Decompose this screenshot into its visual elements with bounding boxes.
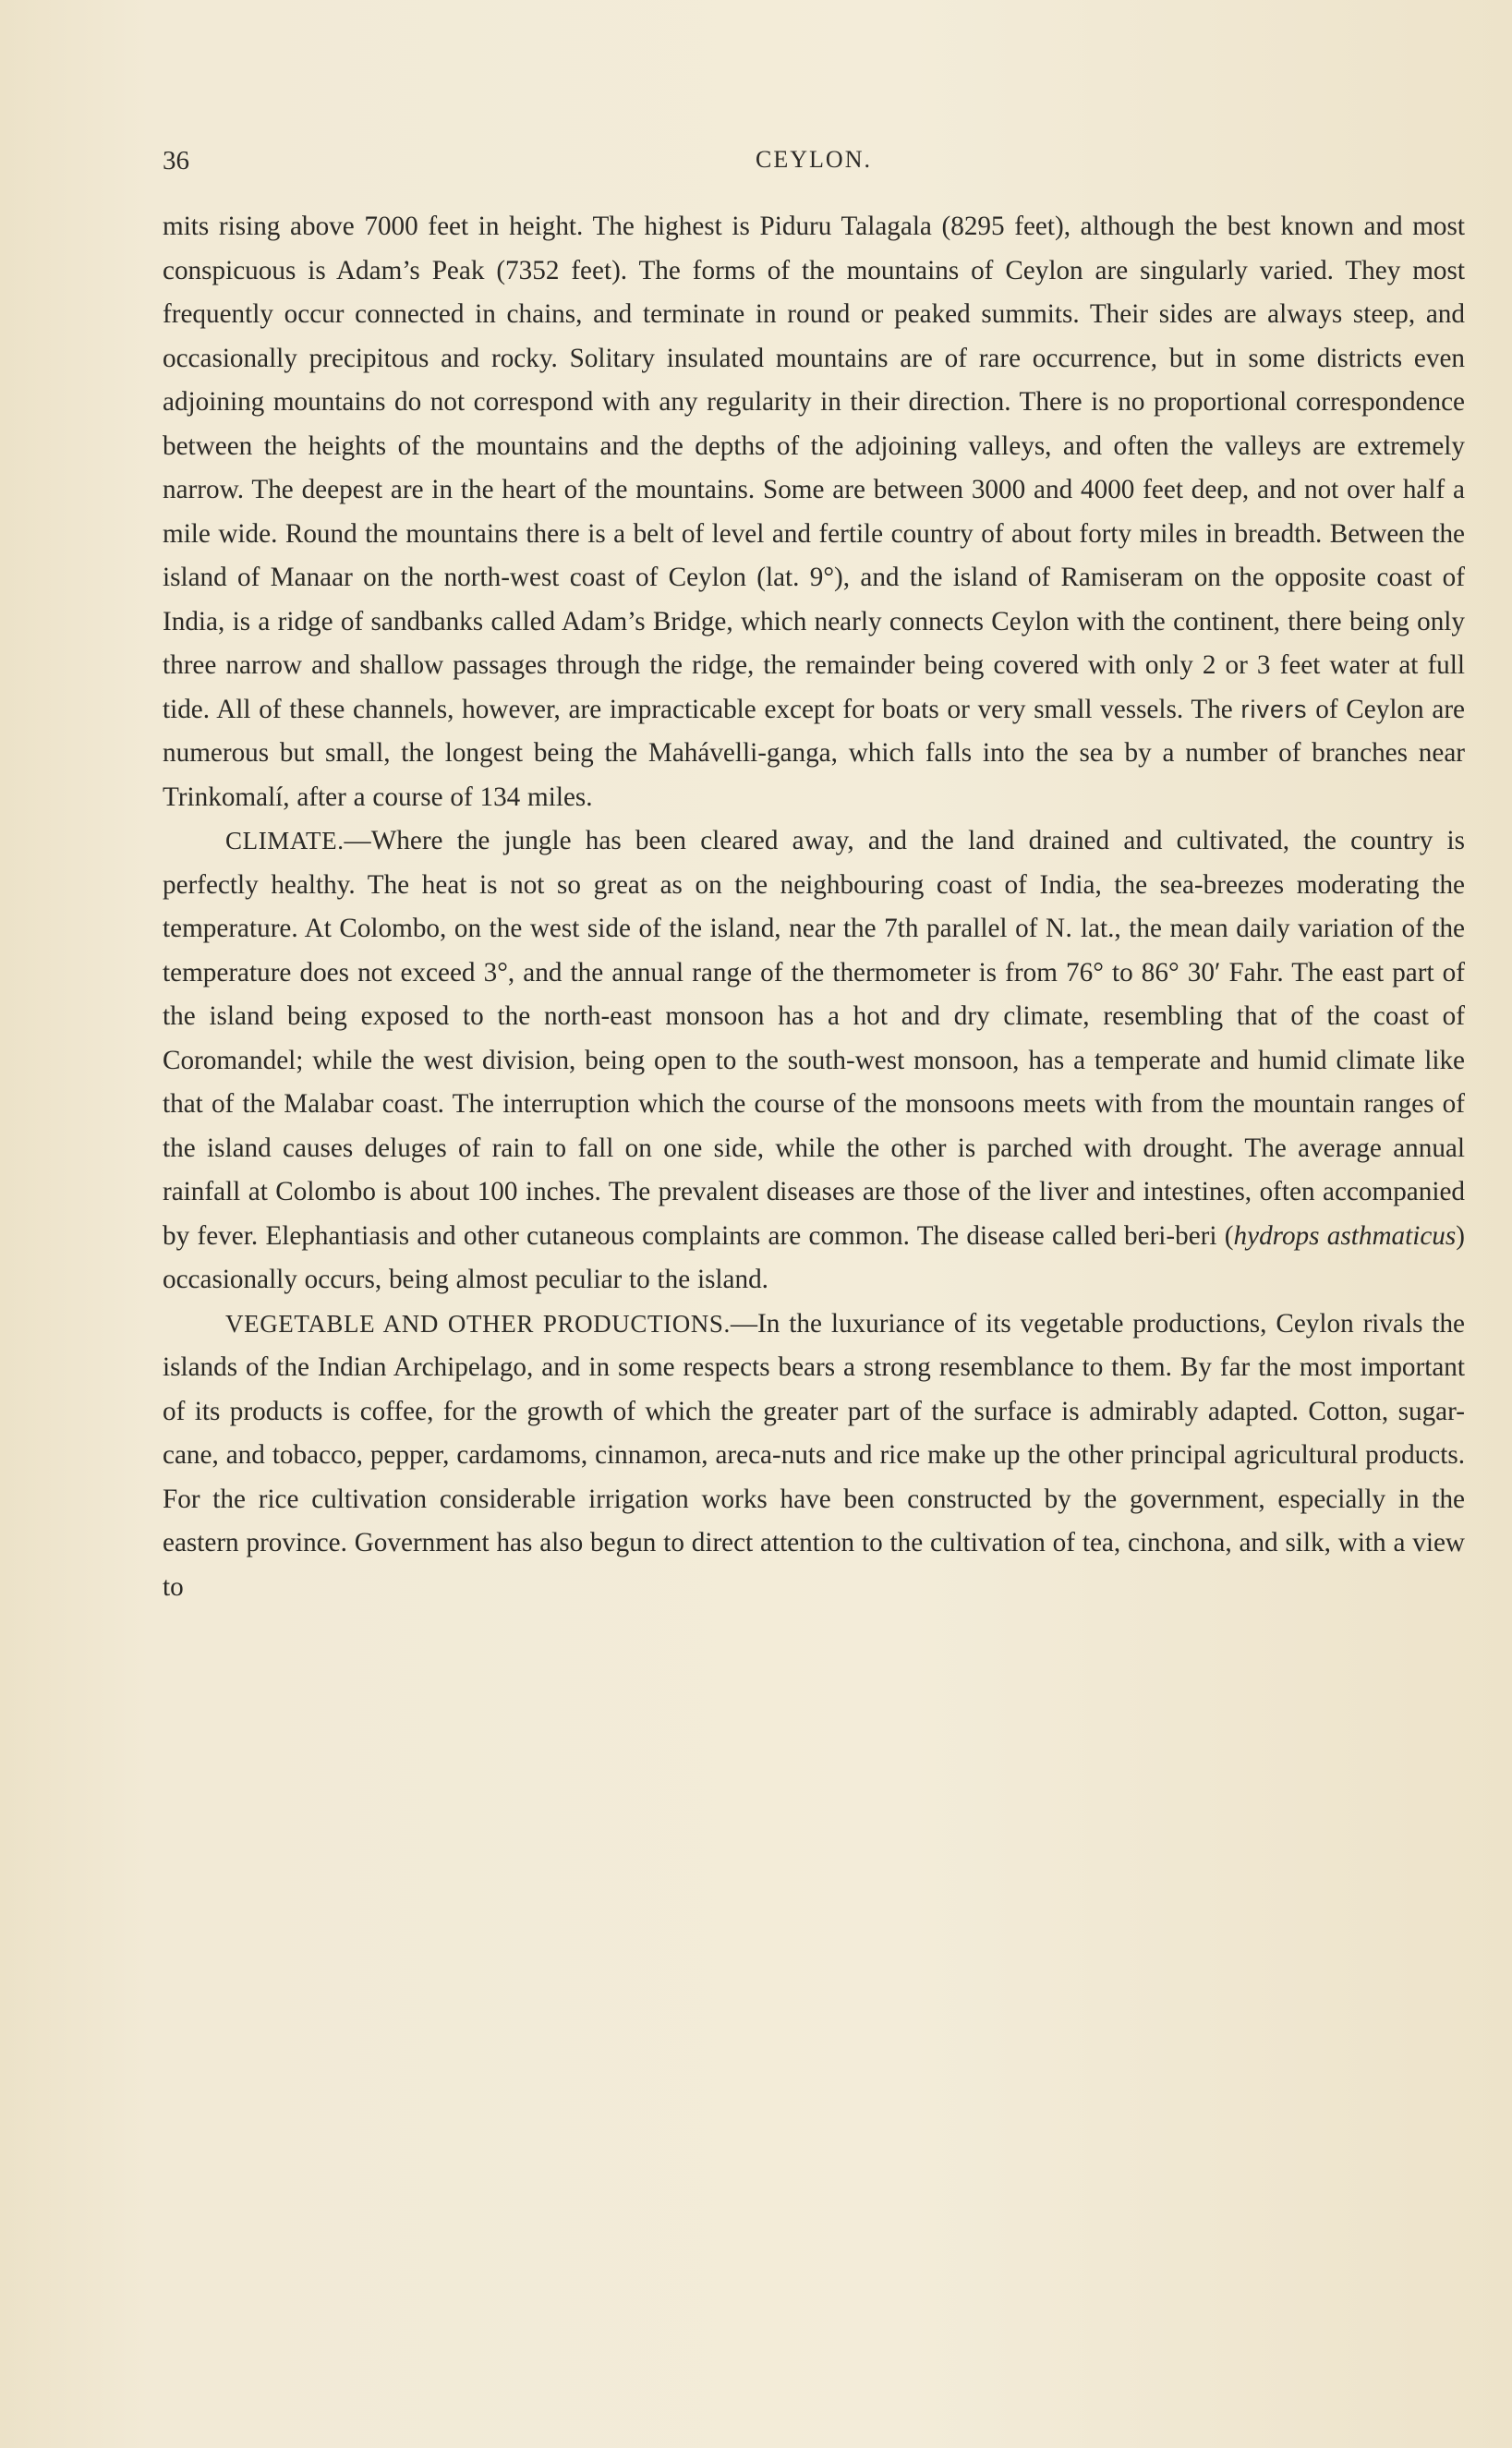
body-text xyxy=(163,205,1465,1609)
rivers-keyword: rivers xyxy=(1240,695,1308,723)
italic-term: hydrops asthmaticus xyxy=(1233,1220,1457,1251)
paragraph-mountains xyxy=(163,205,1465,819)
text-run: —Where the jungle has been cleared away, and the land drained and cultivated, the country is perfectly healthy. The heat is not so great as on the neighbouring coast of India, the sea-breezes moderating the temperature. At Colombo, on the west side of the island, near the 7th parallel of xyxy=(163,826,1465,943)
running-head xyxy=(163,146,1465,183)
text-run: of Ceylon are numerous but small, the longest being the Mahávelli-ganga, which falls into the sea by a number of branches near Trinkomalí, after a course of 134 miles. xyxy=(163,694,1465,812)
section-heading-climate: CLIMATE. xyxy=(225,827,345,854)
paragraph-climate xyxy=(163,819,1465,1303)
text-run: —In the luxuriance of its vegetable productions, Ceylon rivals the islands of the Indian Archipelago, and in some respects bears a strong resemblance to them. By far the most important of its products is coffee, for the growth of which the greater part of the surface is admirably adapted. Cotton, sugar-cane, and tobacco, pepper, cardamoms, cinnamon, areca-nuts and rice make up the other principal agricultural products. For the rice cultivation considerable irrigation works have been constructed by the government, especially in the eastern province. Government has also begun to direct attention to the cultivation of tea, cinchona, and silk, with a view to xyxy=(163,1308,1465,1602)
page-number: 36 xyxy=(163,146,189,176)
north-abbreviation: N. xyxy=(1045,914,1073,943)
section-heading-productions: VEGETABLE AND OTHER PRODUCTIONS. xyxy=(225,1309,731,1338)
paragraph-productions xyxy=(163,1303,1465,1610)
text-run: ) occasionally occurs, being almost peculiar to the island. xyxy=(163,1220,1465,1294)
text-run: mits rising above 7000 feet in height. The highest is Piduru Talagala (8295 feet), although the best known and most conspicuous is Adam’s Peak (7352 feet). The forms of the mountains of Ceylon are singularly varied. They most frequently occur connected in chains, and terminate in round or peaked summits. Their sides are always steep, and occasionally precipitous and rocky. Solitary insulated mountains are of rare occurrence, but in some districts even adjoining mountains do not correspond with any regularity in their direction. There is no proportional correspondence between the heights of the mountains and the depths of the adjoining valleys, and often the valleys are extremely narrow. The deepest are in the heart of the mountains. Some are between 3000 and 4000 feet deep, and not over half a mile wide. Round the mountains there is a belt of level and fertile country of about forty miles in breadth. Between the island of Manaar on the north-west coast of Ceylon (lat. 9°), and the island of Ramiseram on the opposite coast of India, is a ridge of sandbanks called Adam’s Bridge, which nearly connects Ceylon with the continent, there being only three narrow and shallow passages through the ridge, the remainder being covered with only 2 or 3 feet water at full tide. All of these channels, however, are impracticable except for boats or very small vessels. The xyxy=(163,212,1465,724)
text-run: lat., the mean daily variation of the temperature does not exceed 3°, and the annual range of the thermometer is from 76° to 86° 30′ Fahr. The east part of the island being exposed to the north-east monsoon has a hot and dry climate, resembling that of the coast of Coromandel; while the west division, being open to the south-west monsoon, has a temperate and humid climate like that of the Malabar coast. The interruption which the course of the monsoons meets with from the mountain ranges of the island causes deluges of rain to fall on one side, while the other is parched with drought. The average annual rainfall at Colombo is about 100 inches. The prevalent diseases are those of the liver and intestines, often accompanied by fever. Elephantiasis and other cutaneous complaints are common. The disease called beri-beri ( xyxy=(163,914,1465,1251)
running-title: CEYLON. xyxy=(756,146,872,173)
